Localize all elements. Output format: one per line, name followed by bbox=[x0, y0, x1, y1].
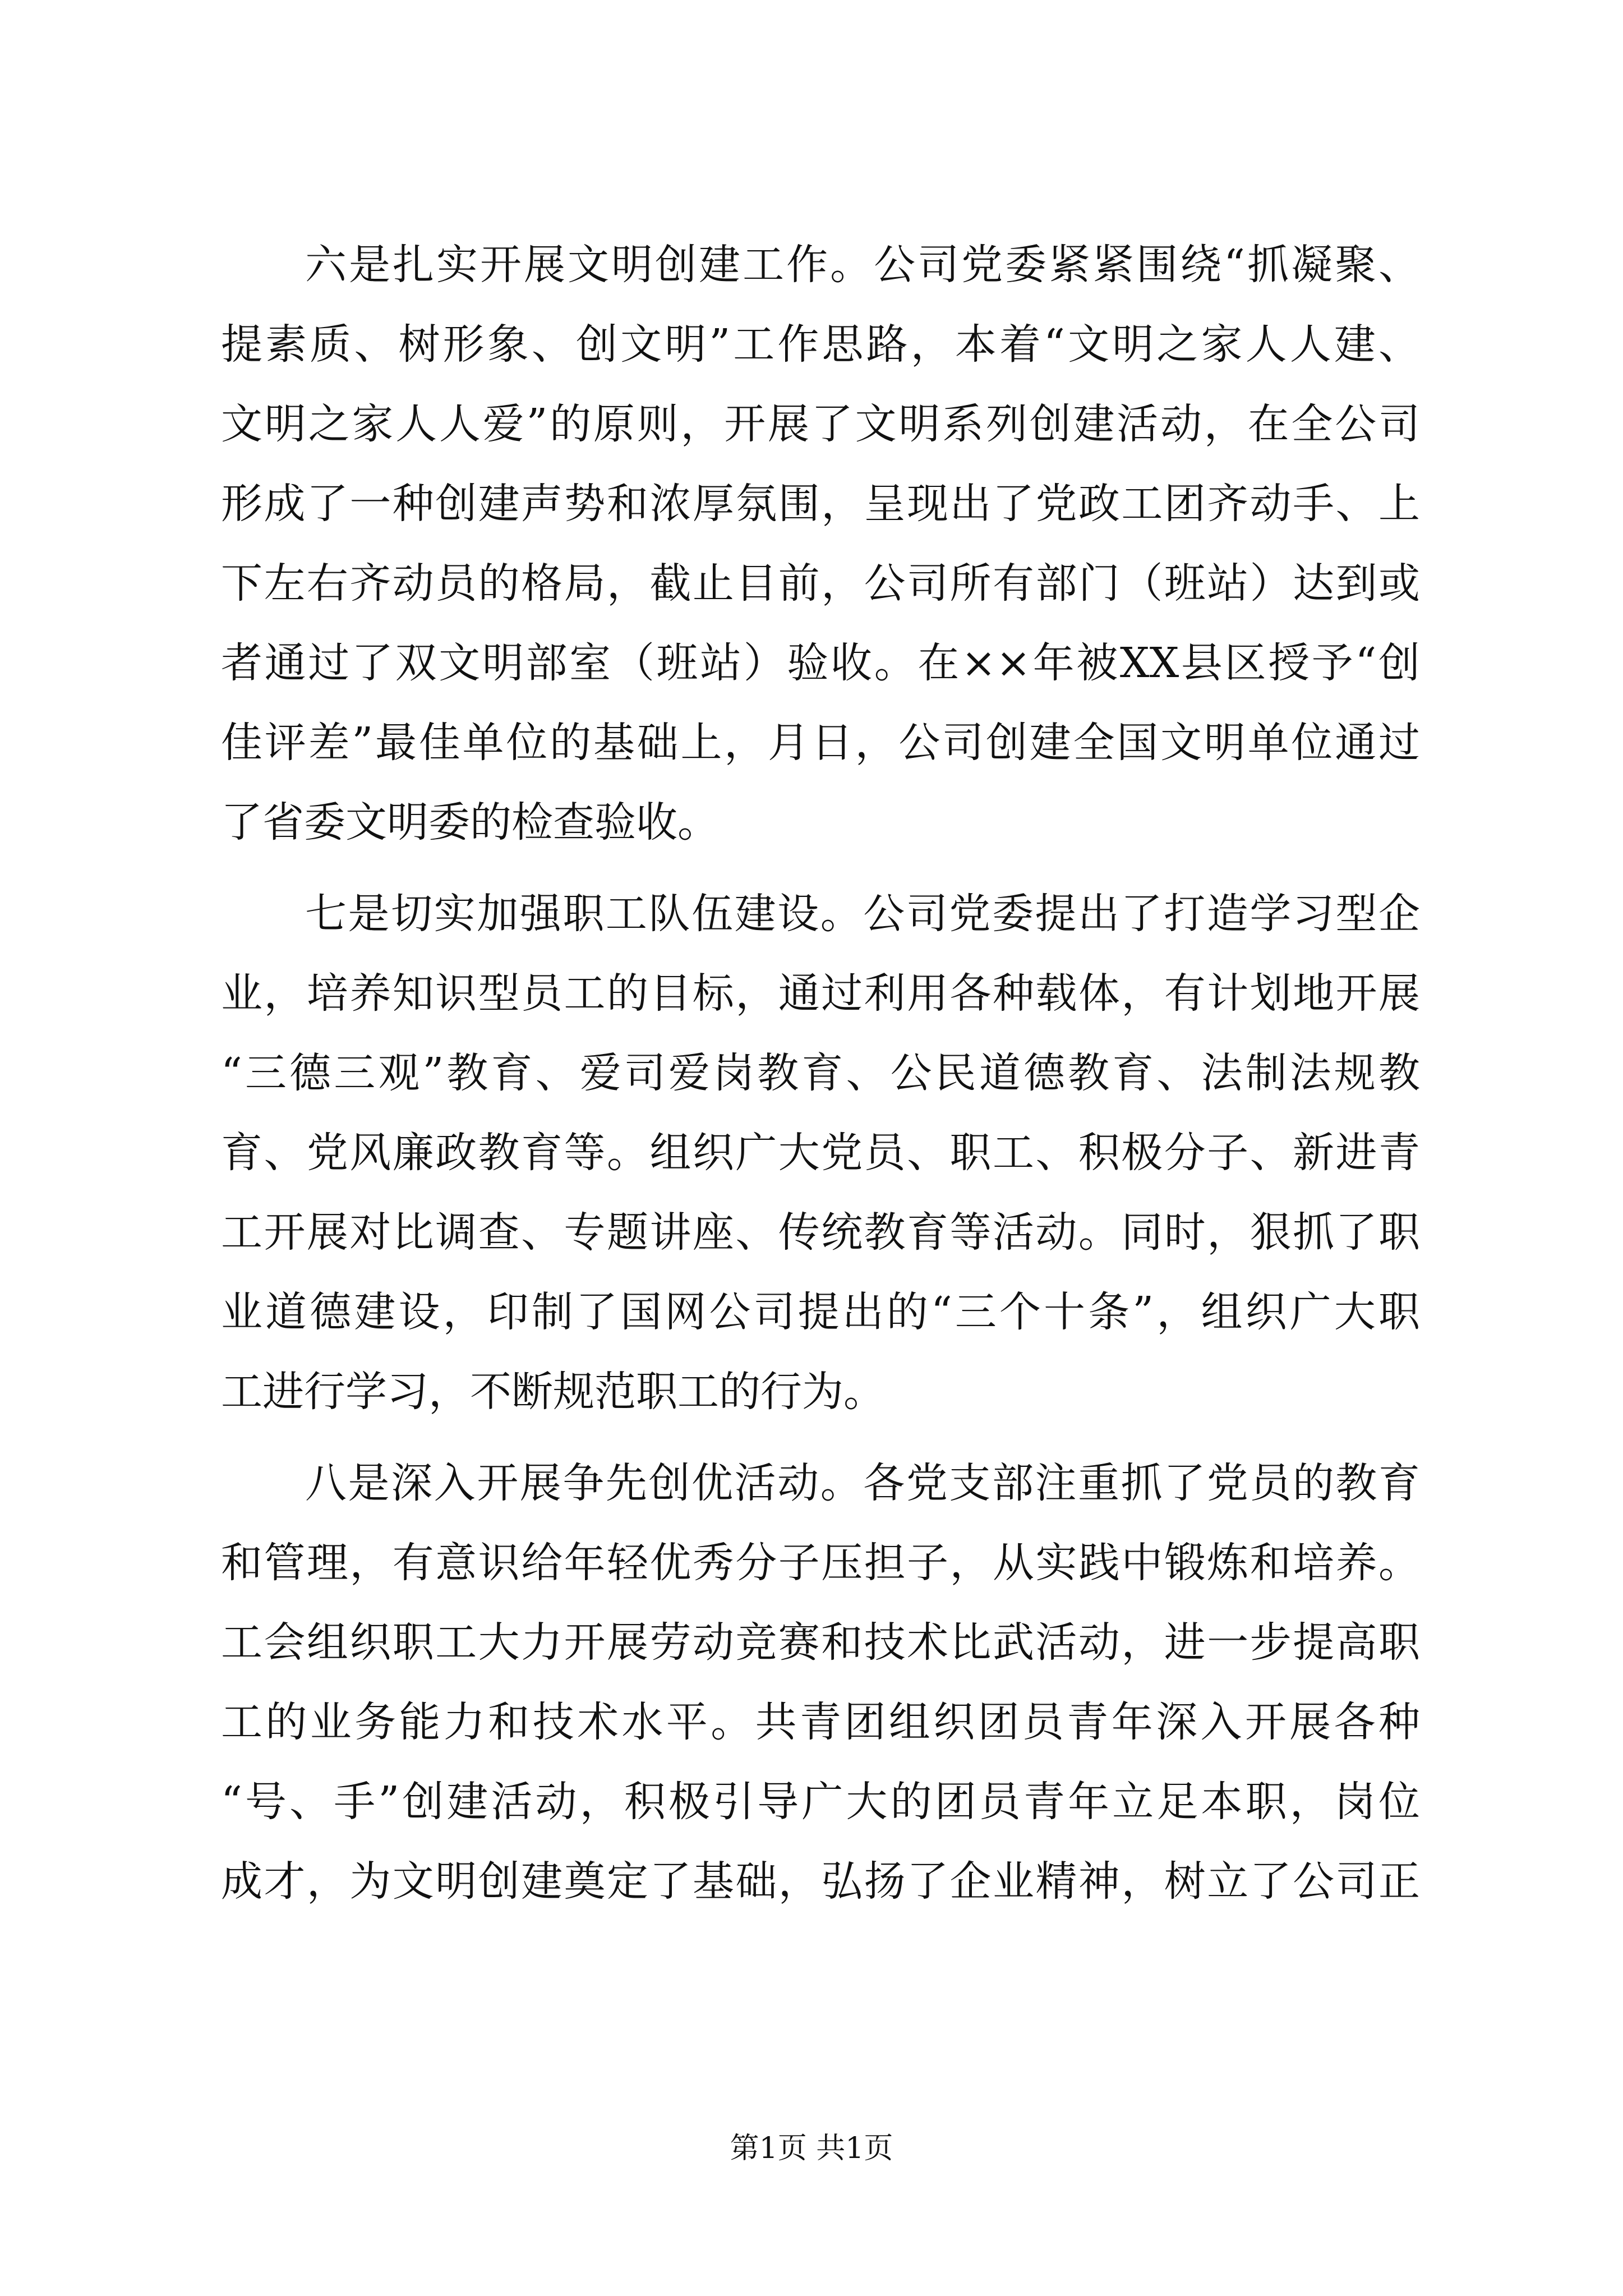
text-line: 业道德建设，印制了国网公司提出的“三个十条”，组织广大职 bbox=[221, 1288, 1420, 1336]
text-line: 者通过了双文明部室（班站）验收。在××年被XX县区授予“创 bbox=[221, 639, 1420, 687]
text-line: 下左右齐动员的格局，截止目前，公司所有部门（班站）达到或 bbox=[221, 559, 1420, 608]
text-line: “号、手”创建活动，积极引导广大的团员青年立足本职，岗位 bbox=[221, 1778, 1420, 1826]
text-line: 了省委文明委的检查验收。 bbox=[221, 798, 719, 846]
text-line: 六是扎实开展文明创建工作。公司党委紧紧围绕“抓凝聚、 bbox=[305, 241, 1420, 289]
text-line: 工会组织职工大力开展劳动竞赛和技术比武活动，进一步提高职 bbox=[221, 1618, 1420, 1667]
text-line: 形成了一种创建声势和浓厚氛围，呈现出了党政工团齐动手、上 bbox=[221, 480, 1420, 528]
text-line: 工的业务能力和技术水平。共青团组织团员青年深入开展各种 bbox=[221, 1698, 1420, 1746]
text-line: 工进行学习，不断规范职工的行为。 bbox=[221, 1368, 885, 1416]
text-line: 和管理，有意识给年轻优秀分子压担子，从实践中锻炼和培养。 bbox=[221, 1539, 1420, 1587]
text-line: 文明之家人人爱”的原则，开展了文明系列创建活动，在全公司 bbox=[221, 400, 1420, 448]
text-line: 工开展对比调查、专题讲座、传统教育等活动。同时，狠抓了职 bbox=[221, 1208, 1420, 1257]
text-line: 七是切实加强职工队伍建设。公司党委提出了打造学习型企 bbox=[305, 890, 1420, 938]
document-body bbox=[221, 225, 1420, 1933]
page-number-footer: 第1页 共1页 bbox=[730, 2132, 893, 2165]
text-line: 业，培养知识型员工的目标，通过利用各种载体，有计划地开展 bbox=[221, 969, 1420, 1018]
paragraph-excellence-activities bbox=[221, 1443, 1420, 1921]
text-line: 提素质、树形象、创文明”工作思路，本着“文明之家人人建、 bbox=[221, 320, 1420, 369]
paragraph-civilization-building bbox=[221, 225, 1420, 862]
text-line: 佳评差”最佳单位的基础上，月日，公司创建全国文明单位通过 bbox=[221, 719, 1420, 767]
text-line: “三德三观”教育、爱司爱岗教育、公民道德教育、法制法规教 bbox=[221, 1049, 1420, 1097]
text-line: 八是深入开展争先创优活动。各党支部注重抓了党员的教育 bbox=[305, 1459, 1420, 1507]
text-line: 育、党风廉政教育等。组织广大党员、职工、积极分子、新进青 bbox=[221, 1129, 1420, 1177]
paragraph-workforce-building bbox=[221, 874, 1420, 1432]
text-line: 成才，为文明创建奠定了基础，弘扬了企业精神，树立了公司正 bbox=[221, 1857, 1420, 1906]
